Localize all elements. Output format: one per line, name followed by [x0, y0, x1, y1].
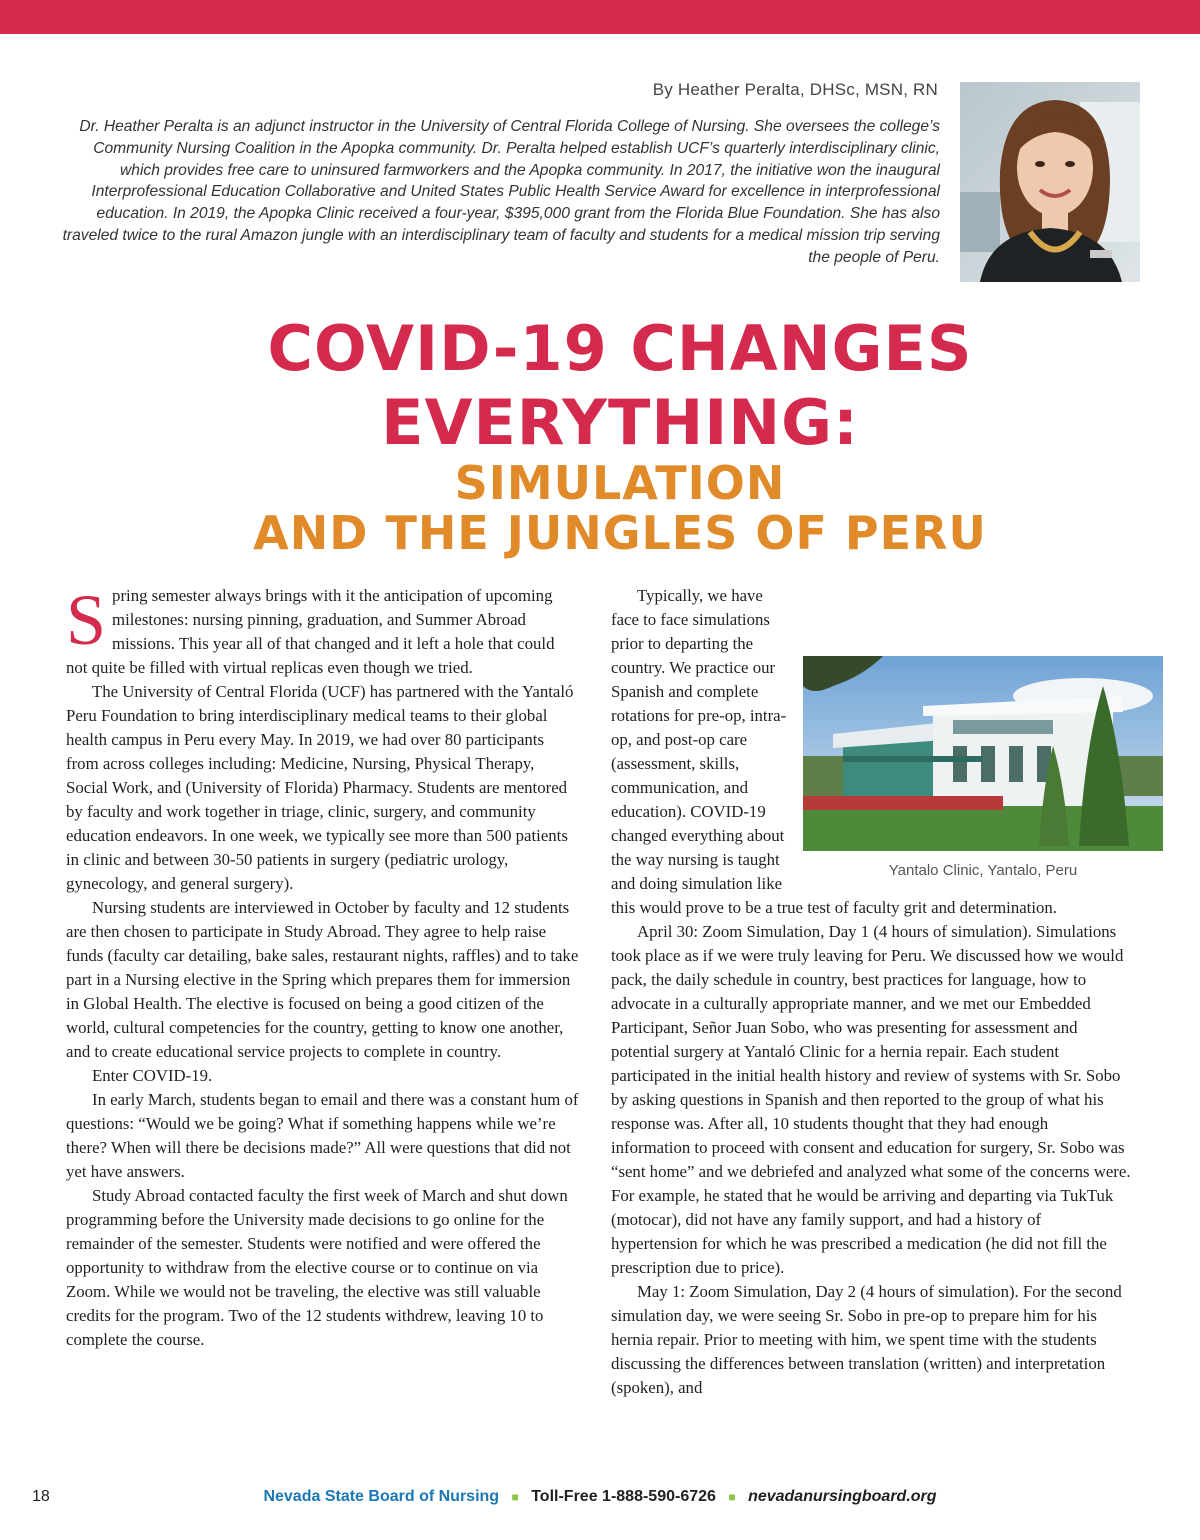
headline-line-1: COVID-19 CHANGES: [267, 312, 973, 385]
author-bio: Dr. Heather Peralta is an adjunct instructor in the University of Central Florida College of Nursing. She oversees the college’s Community Nursing Coalition in the Apopka community. Dr. Peralta helped establish UCF’s quarterly interdisciplinary clinic, which provides free care to uninsured farmworkers and the Apopka community. In 2017, the initiative won the inaugural Interprofessional Education Collaborative and United States Public Health Service Award for excellence in interprofessional education. In 2019, the Apopka Clinic received a four-year, $395,000 grant from the Florida Blue Foundation. She has also traveled twice to the rural Amazon jungle with an interdisciplinary team of faculty and students for a medical mission trip serving the people of Peru.: [62, 118, 940, 266]
headline-line-2: EVERYTHING:: [381, 386, 859, 459]
clinic-photo-figure: [803, 656, 1163, 883]
drop-cap: S: [66, 580, 107, 660]
article-column-left: [66, 580, 580, 1352]
article-column-right: [611, 584, 1131, 1400]
article-paragraph: Enter COVID-19.: [92, 1066, 213, 1085]
article-paragraph: Typically, we have face to face simulations prior to departing the country. We practice our Spanish and complete rotations for pre-op, intra-op, and post-op care (assessment, skills, communication, and education). COVID-19 changed everything about the way nursing is taught and doing simulation like this would prove to be a true test of faculty grit and determination.: [611, 586, 1057, 917]
article-paragraph: May 1: Zoom Simulation, Day 2 (4 hours of simulation). For the second simulation day, we were seeing Sr. Sobo in pre-op to prepare him for his hernia repair. Prior to meeting with him, we spent time with the students discussing the differences between translation (written) and interpretation (spoken), and: [611, 1282, 1122, 1397]
footer-organization: Nevada State Board of Nursing: [263, 1488, 500, 1505]
photo-caption: Yantalo Clinic, Yantalo, Peru: [888, 862, 1078, 879]
article-paragraph: Study Abroad contacted faculty the first week of March and shut down programming before the University made decisions to go online for the remainder of the semester. Students were notified and were offered the opportunity to withdraw from the elective course or to continue on via Zoom. While we would not be traveling, the elective was still valuable credits for the program. Two of the 12 students withdrew, leaving 10 to complete the course.: [66, 1186, 568, 1349]
footer-phone: Toll-Free 1-888-590-6726: [531, 1488, 716, 1505]
clinic-photo: [803, 656, 1163, 851]
footer-website-link[interactable]: nevadanursingboard.org: [748, 1488, 937, 1505]
page-footer: [0, 1488, 1200, 1506]
author-portrait-image: [960, 82, 1140, 282]
footer-separator-icon: ■: [728, 1490, 736, 1504]
subheadline-line-2: AND THE JUNGLES OF PERU: [253, 506, 987, 560]
article-paragraph: Nursing students are interviewed in October by faculty and 12 students are then chosen to participate in Study Abroad. They agree to help raise funds (faculty car detailing, bake sales, restaurant nights, raffles) and to take part in a Nursing elective in the Spring which prepares them for immersion in Global Health. The elective is focused on being a good citizen of the world, cultural competencies for the country, getting to know one another, and to create educational service projects to complete in country.: [66, 898, 579, 1061]
top-color-bar: [0, 0, 1200, 34]
author-portrait: [960, 82, 1140, 282]
footer-separator-icon: ■: [511, 1490, 519, 1504]
subheadline-line-1: SIMULATION: [454, 456, 786, 510]
article-paragraph: Spring semester always brings with it the anticipation of upcoming milestones: nursing pinning, graduation, and Summer Abroad missions. This year all of that changed and it left a hole that could not quite be filled with virtual replicas even though we tried.: [66, 580, 555, 677]
author-byline: By Heather Peralta, DHSc, MSN, RN: [652, 80, 938, 99]
article-paragraph: The University of Central Florida (UCF) has partnered with the Yantaló Peru Foundation to bring interdisciplinary medical teams to their global health campus in Peru every May. In 2019, we had over 80 participants from across colleges including: Medicine, Nursing, Physical Therapy, Social Work, and (University of Florida) Pharmacy. Students are mentored by faculty and work together in triage, clinic, surgery, and community education endeavors. In one week, we typically see more than 500 patients in clinic and between 30-50 patients in surgery (pediatric urology, gynecology, and general surgery).: [66, 682, 574, 893]
article-paragraph: In early March, students began to email and there was a constant hum of questions: “Would we be going? What if something happens while we’re there? When will there be decisions made?” All were questions that did not yet have answers.: [66, 1090, 579, 1181]
page-number: 18: [32, 1488, 50, 1505]
article-paragraph: April 30: Zoom Simulation, Day 1 (4 hours of simulation). Simulations took place as if we were truly leaving for Peru. We discussed how we would pack, the daily schedule in country, best practices for language, how to advocate in a culturally appropriate manner, and we met our Embedded Participant, Señor Juan Sobo, who was presenting for assessment and potential surgery at Yantaló Clinic for a hernia repair. Each student participated in the initial health history and review of systems with Sr. Sobo by asking questions in Spanish and then reported to the group of what his response was. After all, 10 students thought that they had enough information to proceed with consent and education for surgery, Sr. Sobo was “sent home” and we debriefed and analyzed what some of the concerns were. For example, he stated that he would be arriving and departing via TukTuk (motocar), did not have any family support, and had a history of hypertension for which he was prescribed a medication (he did not fill the prescription due to price).: [611, 922, 1131, 1277]
